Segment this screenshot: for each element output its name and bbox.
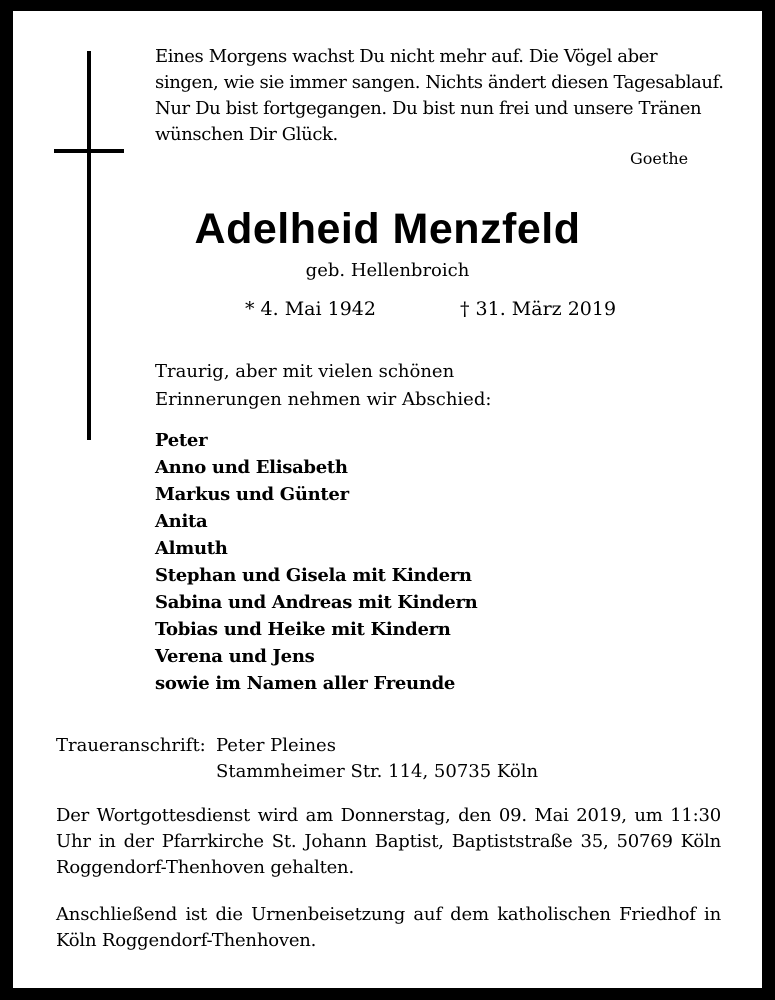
list-item: Almuth xyxy=(155,538,228,559)
address-line: Stammheimer Str. 114, 50735 Köln xyxy=(216,761,539,782)
list-item: Anita xyxy=(155,511,208,532)
memorial-quote: Eines Morgens wachst Du nicht mehr auf. Die Vögel aber singen, wie sie immer sangen. Nichts ändert diesen Tagesablauf. Nur Du bist fortgegangen. Du bist nun frei und unsere Tränen wünschen Dir Glück. xyxy=(155,46,724,145)
list-item: Verena und Jens xyxy=(155,646,315,667)
maiden-name: geb. Hellenbroich xyxy=(305,260,470,281)
mourners-list xyxy=(155,427,477,697)
farewell-intro-line: Erinnerungen nehmen wir Abschied: xyxy=(155,389,492,410)
death-date: † 31. März 2019 xyxy=(460,298,617,320)
farewell-intro-line: Traurig, aber mit vielen schönen xyxy=(155,361,455,382)
quote-author: Goethe xyxy=(630,149,689,168)
address-label: Traueranschrift: xyxy=(56,735,206,756)
address-line: Peter Pleines xyxy=(216,735,336,756)
service-details: Der Wortgottesdienst wird am Donnerstag, den 09. Mai 2019, um 11:30 Uhr in der Pfarrkirche St. Johann Baptist, Baptiststraße 35, 50769 Köln Roggendorf-Thenhoven gehalten. xyxy=(56,805,721,878)
deceased-name: Adelheid Menzfeld xyxy=(194,205,581,253)
list-item: Stephan und Gisela mit Kindern xyxy=(155,565,472,586)
list-item: sowie im Namen aller Freunde xyxy=(155,673,456,694)
list-item: Tobias und Heike mit Kindern xyxy=(155,619,451,640)
list-item: Markus und Günter xyxy=(155,484,349,505)
cross-horizontal-bar xyxy=(54,149,124,153)
list-item: Anno und Elisabeth xyxy=(155,457,348,478)
list-item: Sabina und Andreas mit Kindern xyxy=(155,592,478,613)
obituary-notice xyxy=(13,11,762,988)
birth-date: * 4. Mai 1942 xyxy=(245,298,376,320)
list-item: Peter xyxy=(155,430,208,451)
farewell-intro xyxy=(155,358,491,414)
burial-details: Anschließend ist die Urnenbeisetzung auf dem katholischen Friedhof in Köln Roggendorf-Thenhoven. xyxy=(56,904,721,951)
